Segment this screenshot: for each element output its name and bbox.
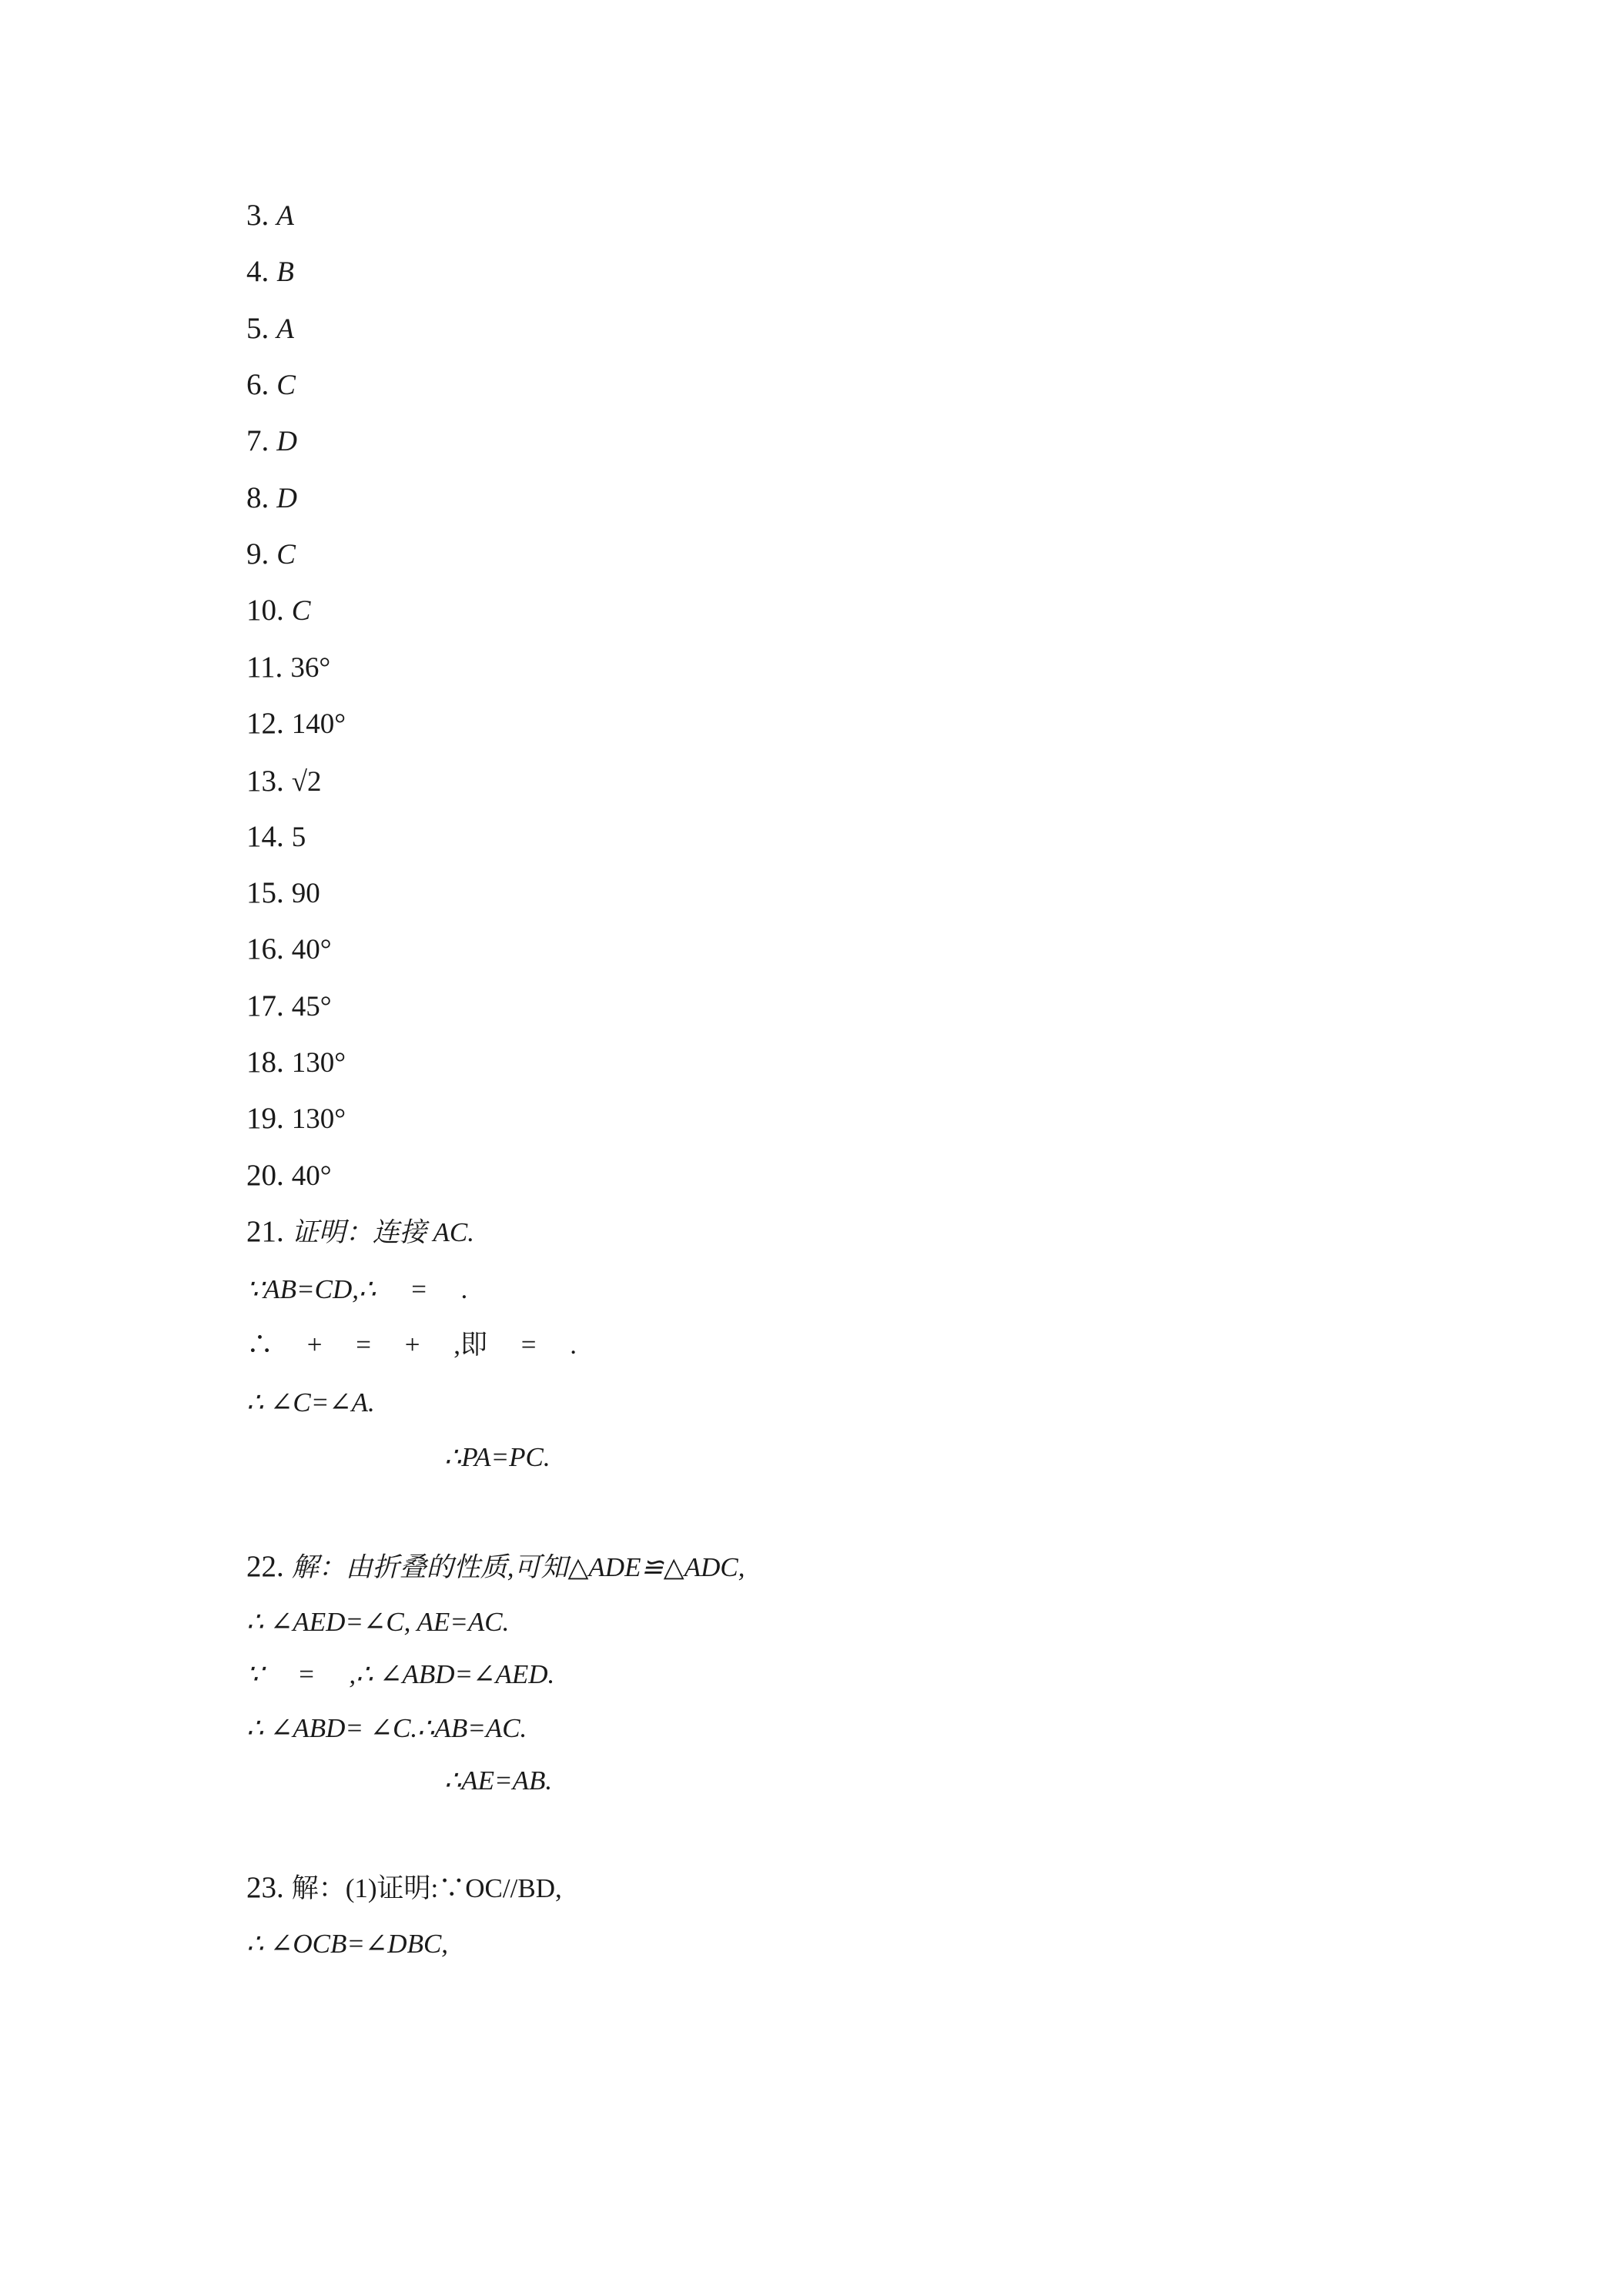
answer-row (246, 479, 297, 518)
answer-number: 15. (246, 876, 284, 909)
q22-heading (246, 1548, 745, 1587)
answer-row (246, 1099, 346, 1139)
answer-number: 10. (246, 594, 284, 627)
answer-value: B (276, 256, 294, 288)
answer-row (246, 987, 332, 1026)
answer-value: C (291, 595, 311, 627)
answer-row (246, 422, 297, 461)
answer-value: D (276, 483, 297, 514)
question-number: 23. (246, 1871, 284, 1904)
answer-value: √2 (291, 766, 322, 798)
answer-number: 12. (246, 707, 284, 740)
proof-line: ∴ + = + ,即 = . (246, 1330, 577, 1360)
answer-number: 9. (246, 537, 269, 571)
answer-value: 140° (291, 708, 346, 740)
answer-value: A (276, 200, 294, 232)
proof-line: ∵ = ,∴ ∠ABD=∠AED. (246, 1659, 555, 1689)
answer-number: 13. (246, 765, 284, 798)
answer-number: 11. (246, 651, 283, 684)
answer-value: 5 (291, 822, 306, 853)
answer-value: D (276, 426, 297, 457)
question-number: 21. (246, 1215, 284, 1248)
answer-value: 40° (291, 934, 332, 966)
answer-row (246, 253, 294, 292)
answer-row (246, 818, 306, 857)
answer-number: 17. (246, 989, 284, 1022)
answer-value: 130° (291, 1103, 346, 1135)
proof-line: 解：由折叠的性质,可知△ADE≌△ADC, (291, 1552, 745, 1582)
answer-number: 5. (246, 312, 269, 345)
answer-row (246, 648, 330, 688)
answer-row (246, 591, 310, 631)
answer-value: C (276, 370, 296, 401)
answer-row (246, 1043, 346, 1083)
answer-number: 4. (246, 255, 269, 288)
answer-number: 3. (246, 199, 269, 232)
answer-row (246, 310, 294, 349)
answer-value: 90 (291, 878, 320, 909)
answer-number: 8. (246, 481, 269, 514)
answer-number: 14. (246, 820, 284, 853)
answer-number: 16. (246, 932, 284, 966)
proof-conclusion: ∴PA=PC. (444, 1442, 550, 1472)
answer-value: 45° (291, 991, 332, 1022)
proof-conclusion: ∴AE=AB. (444, 1766, 553, 1796)
proof-line: ∴ ∠C=∠A. (246, 1387, 375, 1417)
proof-line: 解：(1)证明:∵OC//BD, (291, 1873, 562, 1903)
answer-number: 6. (246, 368, 269, 401)
proof-line: ∵AB=CD,∴ = . (246, 1274, 469, 1304)
answer-number: 7. (246, 424, 269, 457)
answer-number: 20. (246, 1159, 284, 1192)
proof-line: ∴ ∠OCB=∠DBC, (246, 1929, 449, 1959)
answer-row (246, 705, 346, 744)
answer-row (246, 366, 296, 405)
answer-value: 40° (291, 1160, 332, 1192)
answer-row (246, 196, 294, 236)
answer-value: 130° (291, 1047, 346, 1079)
answer-row (246, 930, 332, 969)
proof-line: 证明：连接 AC. (291, 1217, 474, 1247)
answer-row (246, 1156, 332, 1196)
answer-row (246, 535, 296, 574)
q21-heading (246, 1213, 474, 1252)
answer-value: A (276, 313, 294, 345)
answer-row (246, 762, 322, 802)
answer-row (246, 874, 320, 913)
answer-value: 36° (290, 652, 331, 684)
proof-line: ∴ ∠ABD= ∠C.∴AB=AC. (246, 1713, 527, 1743)
proof-line: ∴ ∠AED=∠C, AE=AC. (246, 1607, 510, 1637)
answer-number: 19. (246, 1102, 284, 1135)
question-number: 22. (246, 1550, 284, 1583)
answer-number: 18. (246, 1046, 284, 1079)
answer-value: C (276, 539, 296, 571)
q23-heading (246, 1869, 562, 1908)
